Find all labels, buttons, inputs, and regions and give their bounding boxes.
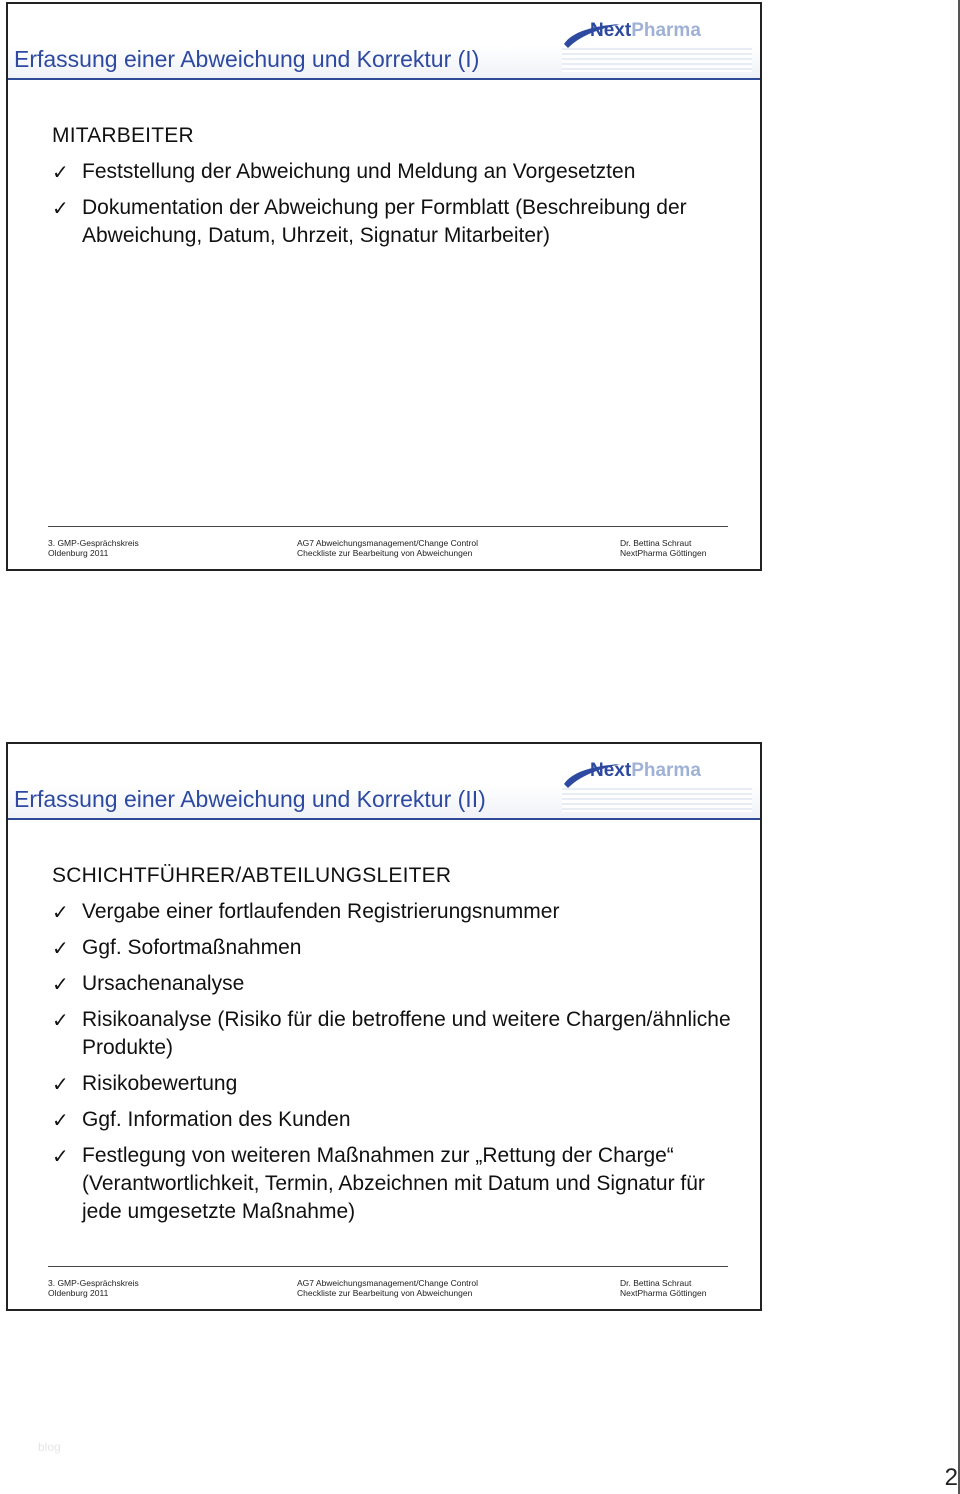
checklist-item-text: Festlegung von weiteren Maßnahmen zur „Rettung der Charge“ (Verantwortlichkeit, Termin, Abzeichnen mit Datum und Signatur für jede umgesetzte Maßnahme) xyxy=(82,1144,705,1223)
checklist-item-text: Vergabe einer fortlaufenden Registrierungsnummer xyxy=(82,900,560,923)
slide-title: Erfassung einer Abweichung und Korrektur (I) xyxy=(14,46,480,72)
checkmark-icon: ✓ xyxy=(52,972,69,996)
checklist-item xyxy=(52,1006,732,1062)
footer-event-name: 3. GMP-Gesprächskreis xyxy=(48,1278,139,1288)
checkmark-icon: ✓ xyxy=(52,1144,69,1168)
nextpharma-logo xyxy=(562,10,752,72)
checklist-item xyxy=(52,1106,732,1134)
logo-pharma: Pharma xyxy=(631,20,701,41)
checklist-item xyxy=(52,1142,732,1226)
checklist-item-text: Dokumentation der Abweichung per Formblatt (Beschreibung der Abweichung, Datum, Uhrzeit, Signatur Mitarbeiter) xyxy=(82,196,687,247)
header-divider xyxy=(8,78,760,80)
checkmark-icon: ✓ xyxy=(52,936,69,960)
slide-body xyxy=(52,862,732,1234)
slide-title: Erfassung einer Abweichung und Korrektur (II) xyxy=(14,786,486,812)
logo-stripes xyxy=(562,48,752,72)
section-heading: MITARBEITER xyxy=(52,124,194,147)
slide-header xyxy=(8,4,760,80)
logo-pharma: Pharma xyxy=(631,760,701,781)
footer-topic xyxy=(297,1278,478,1298)
section-heading: SCHICHTFÜHRER/ABTEILUNGSLEITER xyxy=(52,864,452,887)
logo-next: Next xyxy=(590,20,632,41)
footer-event-place: Oldenburg 2011 xyxy=(48,1288,109,1298)
checklist-item xyxy=(52,934,732,962)
footer-event-name: 3. GMP-Gesprächskreis xyxy=(48,538,139,548)
checklist-item xyxy=(52,970,732,998)
checkmark-icon: ✓ xyxy=(52,160,69,184)
footer-topic-group: AG7 Abweichungsmanagement/Change Control xyxy=(297,1278,478,1288)
checklist-item-text: Ggf. Information des Kunden xyxy=(82,1108,351,1131)
footer-topic-title: Checkliste zur Bearbeitung von Abweichungen xyxy=(297,548,473,558)
checkmark-icon: ✓ xyxy=(52,196,69,220)
logo-next: Next xyxy=(590,760,632,781)
checklist-item-text: Ursachenanalyse xyxy=(82,972,245,995)
footer-topic-title: Checkliste zur Bearbeitung von Abweichungen xyxy=(297,1288,473,1298)
footer-author xyxy=(620,538,706,558)
logo-wordmark xyxy=(590,20,701,42)
logo-stripes xyxy=(562,788,752,812)
checklist-item xyxy=(52,1070,732,1098)
footer-author-name: Dr. Bettina Schraut xyxy=(620,1278,692,1288)
footer-topic xyxy=(297,538,478,558)
footer-event xyxy=(48,1278,139,1298)
slide-header xyxy=(8,744,760,820)
checklist-item-text: Feststellung der Abweichung und Meldung an Vorgesetzten xyxy=(82,160,636,183)
logo-wordmark xyxy=(590,760,701,782)
page-number: 2 xyxy=(944,1464,958,1491)
checklist-item xyxy=(52,158,732,186)
nextpharma-logo xyxy=(562,750,752,812)
checklist-item-text: Ggf. Sofortmaßnahmen xyxy=(82,936,302,959)
slide-2 xyxy=(6,742,762,1311)
checkmark-icon: ✓ xyxy=(52,1072,69,1096)
checklist-item-text: Risikobewertung xyxy=(82,1072,238,1095)
checklist xyxy=(52,158,732,250)
footer-topic-group: AG7 Abweichungsmanagement/Change Control xyxy=(297,538,478,548)
watermark: blog xyxy=(38,1440,61,1454)
footer-author-name: Dr. Bettina Schraut xyxy=(620,538,692,548)
footer-divider xyxy=(48,526,728,527)
slide-body xyxy=(52,122,732,258)
checklist xyxy=(52,898,732,1226)
checklist-item-text: Risikoanalyse (Risiko für die betroffene und weitere Chargen/ähnliche Produkte) xyxy=(82,1008,731,1059)
footer-event-place: Oldenburg 2011 xyxy=(48,548,109,558)
header-divider xyxy=(8,818,760,820)
footer-author xyxy=(620,1278,706,1298)
checkmark-icon: ✓ xyxy=(52,1008,69,1032)
checklist-item xyxy=(52,898,732,926)
footer-author-company: NextPharma Göttingen xyxy=(620,548,707,558)
footer-author-company: NextPharma Göttingen xyxy=(620,1288,707,1298)
checkmark-icon: ✓ xyxy=(52,900,69,924)
footer-divider xyxy=(48,1266,728,1267)
footer-event xyxy=(48,538,139,558)
slide-1 xyxy=(6,2,762,571)
checkmark-icon: ✓ xyxy=(52,1108,69,1132)
checklist-item xyxy=(52,194,732,250)
